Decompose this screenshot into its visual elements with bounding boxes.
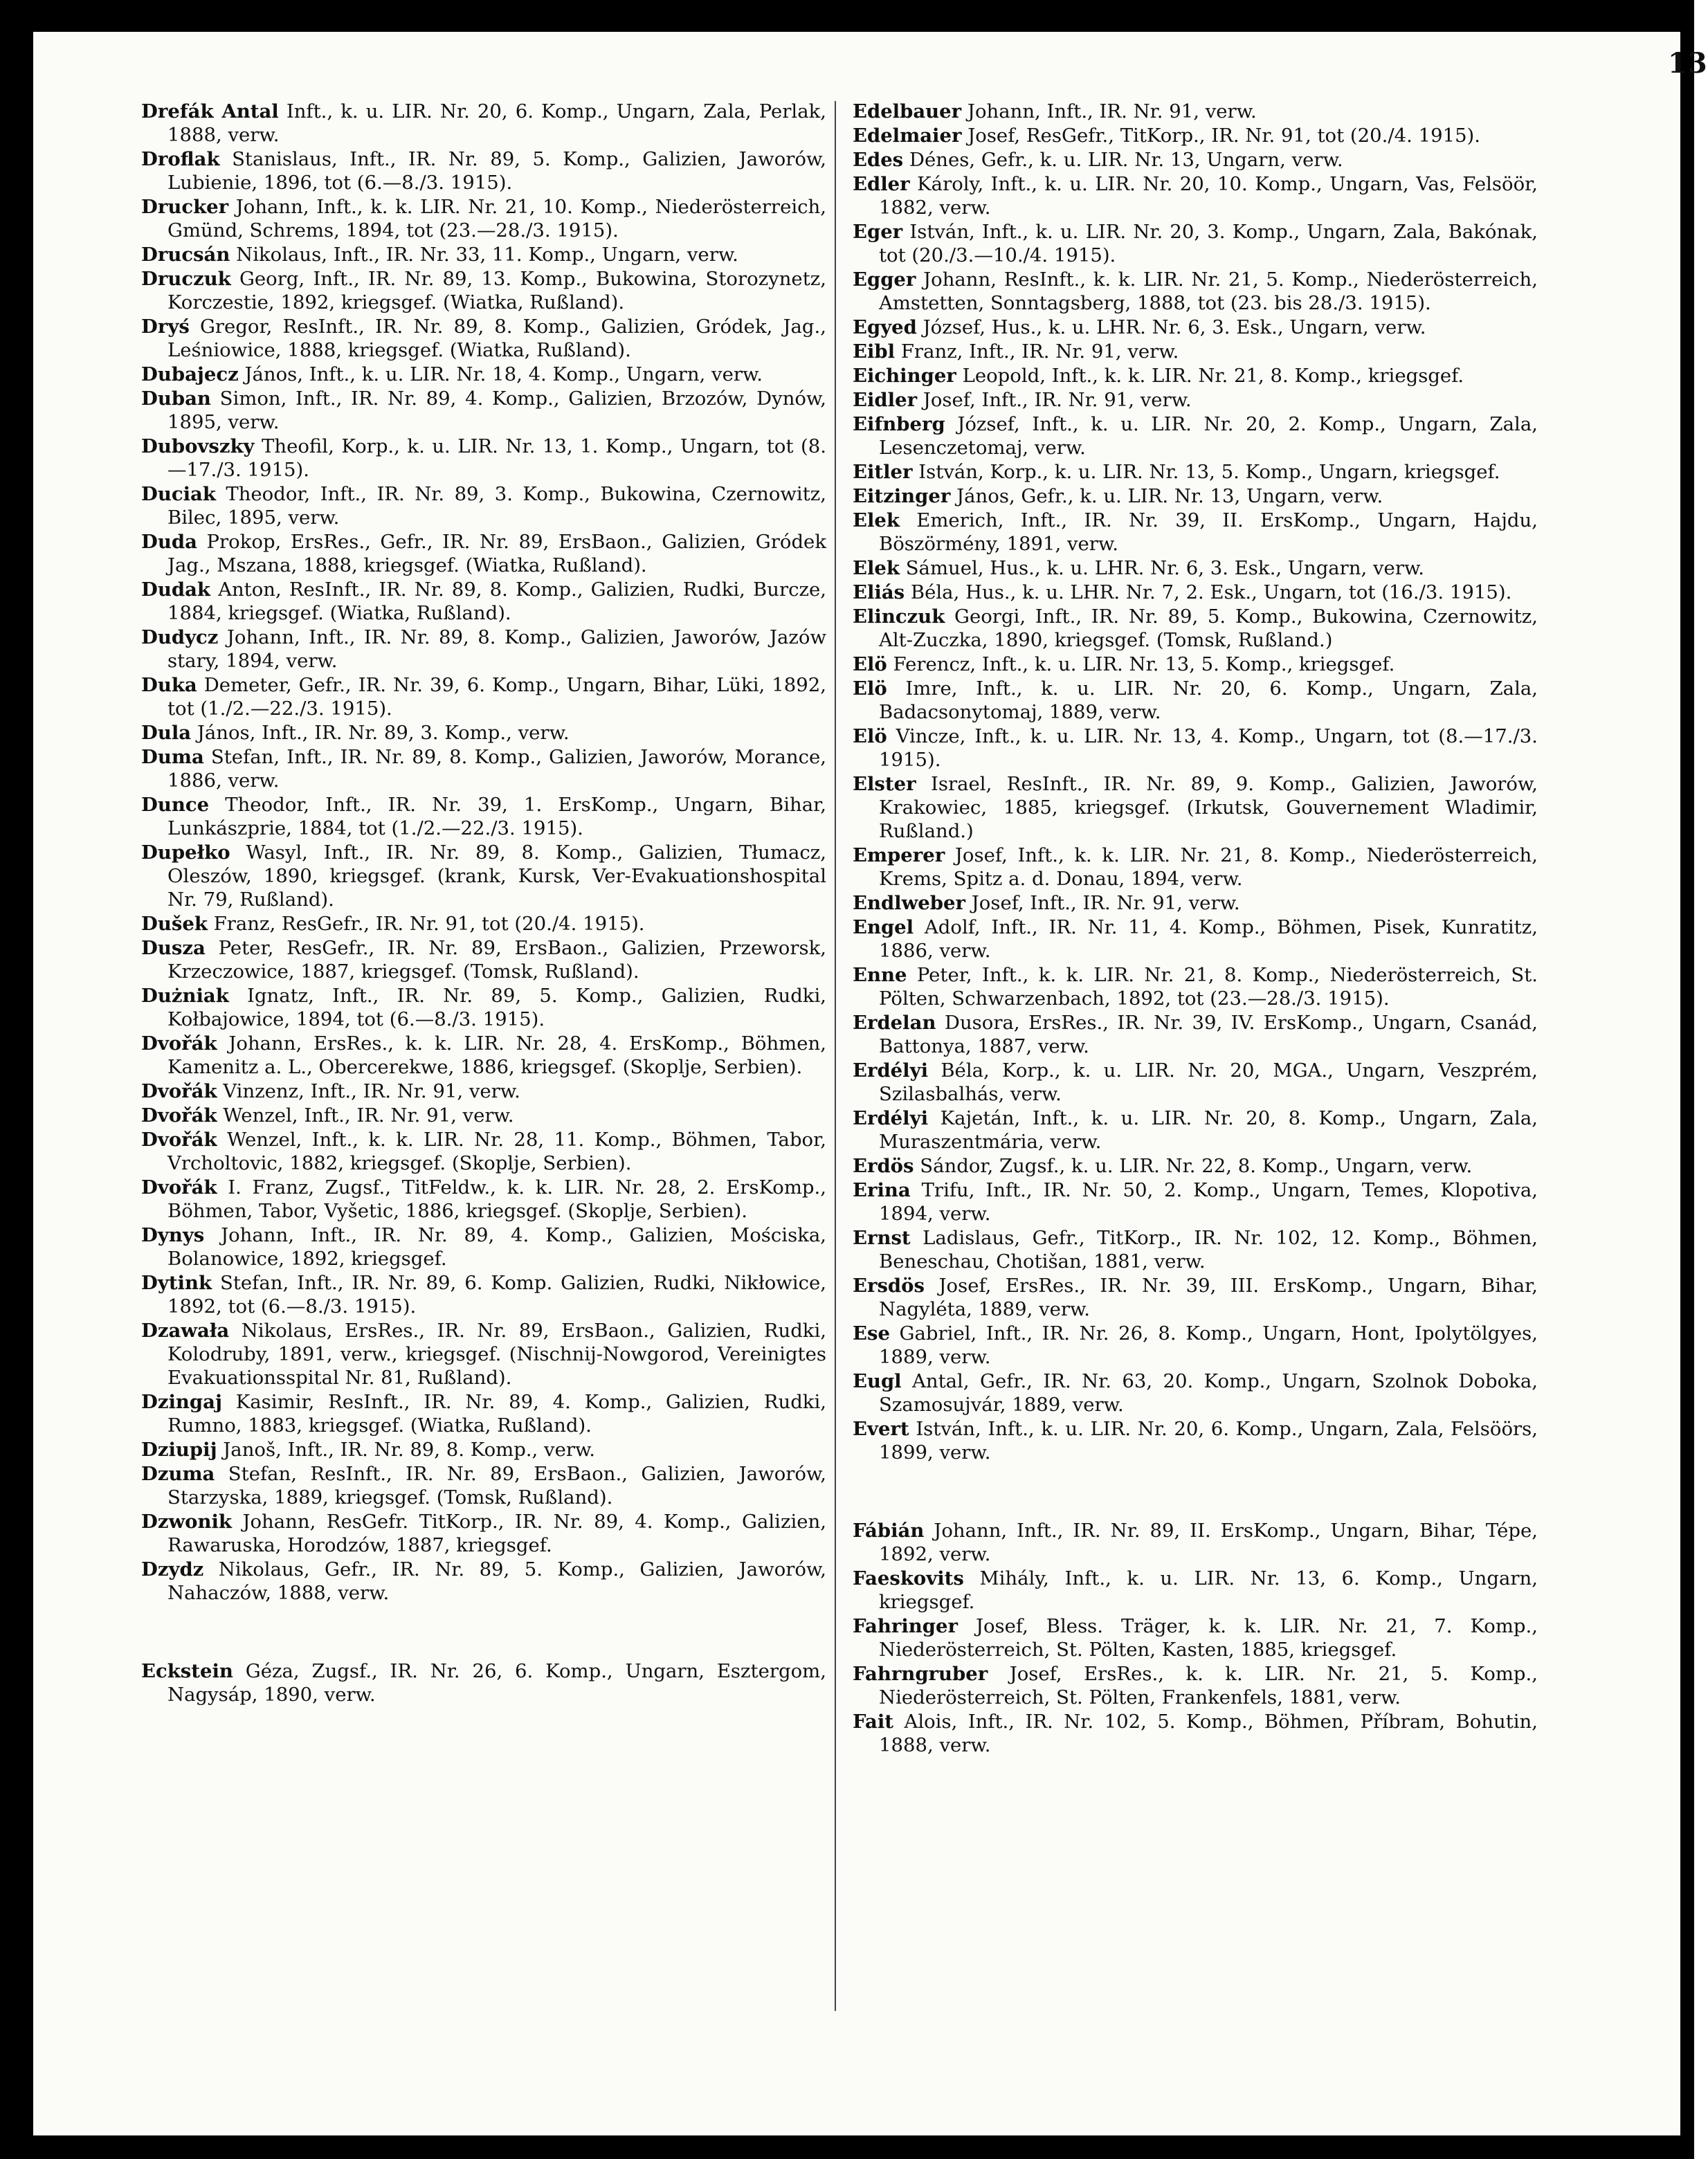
casualty-entry — [853, 1154, 1538, 1178]
casualty-entry — [141, 1438, 826, 1461]
entry-details: Wenzel, Inft., IR. Nr. 91, verw. — [223, 1104, 514, 1127]
casualty-entry — [141, 793, 826, 840]
casualty-entry — [141, 1271, 826, 1318]
casualty-entry — [853, 677, 1538, 724]
casualty-entry — [853, 148, 1538, 172]
entry-surname: Eidler — [853, 389, 918, 411]
entry-details: Károly, Inft., k. u. LIR. Nr. 20, 10. Komp., Ungarn, Vas, Felsöör, 1882, verw. — [879, 173, 1538, 219]
entry-details: Emerich, Inft., IR. Nr. 39, II. ErsKomp., Ungarn, Hajdu, Böszörmény, 1891, verw. — [879, 509, 1538, 555]
entry-surname: Fahringer — [853, 1615, 958, 1637]
entry-surname: Egyed — [853, 316, 917, 338]
scan-border-right — [1680, 0, 1694, 2159]
entry-details: János, Inft., k. u. LIR. Nr. 18, 4. Komp., Ungarn, verw. — [244, 363, 763, 385]
entry-surname: Erina — [853, 1179, 911, 1201]
entry-details: János, Gefr., k. u. LIR. Nr. 13, Ungarn, verw. — [956, 485, 1383, 507]
entry-details: Trifu, Inft., IR. Nr. 50, 2. Komp., Ungarn, Temes, Klopotiva, 1894, verw. — [879, 1179, 1538, 1225]
casualty-entry — [141, 1128, 826, 1175]
entry-surname: Elö — [853, 653, 887, 675]
entry-details: Josef, Inft., IR. Nr. 91, verw. — [971, 892, 1240, 914]
entry-details: Josef, Inft., k. k. LIR. Nr. 21, 8. Komp., Niederösterreich, Krems, Spitz a. d. Donau, 1894, verw. — [879, 844, 1538, 890]
entry-details: József, Inft., k. u. LIR. Nr. 20, 2. Komp., Ungarn, Zala, Lesenczetomaj, verw. — [879, 413, 1538, 459]
entry-surname: Eliás — [853, 581, 905, 603]
entry-surname: Engel — [853, 916, 914, 938]
entry-surname: Fahrngruber — [853, 1663, 988, 1685]
casualty-entry — [853, 460, 1538, 484]
entry-details: János, Inft., IR. Nr. 89, 3. Komp., verw. — [197, 722, 570, 744]
entry-surname: Elinczuk — [853, 605, 945, 628]
entry-details: Peter, ResGefr., IR. Nr. 89, ErsBaon., Galizien, Przeworsk, Krzeczowice, 1887, kriegsgef. (Tomsk, Rußland). — [167, 937, 826, 983]
entry-surname: Erdös — [853, 1155, 914, 1177]
casualty-entry — [853, 1322, 1538, 1369]
entry-surname: Faeskovits — [853, 1567, 964, 1589]
entry-details: Ladislaus, Gefr., TitKorp., IR. Nr. 102, 12. Komp., Böhmen, Beneschau, Chotišan, 1881, verw. — [879, 1227, 1538, 1273]
entry-surname: Dytink — [141, 1272, 212, 1294]
entry-surname: Dvořák — [141, 1176, 217, 1199]
casualty-entry — [853, 556, 1538, 580]
casualty-entry — [853, 915, 1538, 963]
casualty-entry — [853, 844, 1538, 891]
scan-border-top — [0, 0, 1694, 32]
entry-surname: Dynys — [141, 1224, 205, 1246]
entry-details: I. Franz, Zugsf., TitFeldw., k. k. LIR. Nr. 28, 2. ErsKomp., Böhmen, Tabor, Vyšetic, 1886, kriegsgef. (Skoplje, Serbien). — [167, 1176, 826, 1222]
entry-details: Nikolaus, Inft., IR. Nr. 33, 11. Komp., Ungarn, verw. — [236, 244, 738, 266]
entry-surname: Eugl — [853, 1370, 902, 1392]
entry-surname: Eckstein — [141, 1660, 233, 1682]
entry-details: Dusora, ErsRes., IR. Nr. 39, IV. ErsKomp., Ungarn, Csanád, Battonya, 1887, verw. — [879, 1012, 1538, 1057]
entry-details: Theodor, Inft., IR. Nr. 39, 1. ErsKomp., Ungarn, Bihar, Lunkászprie, 1884, tot (1./2.—22./3. 1915). — [167, 794, 826, 839]
casualty-entry — [141, 841, 826, 911]
entry-details: Béla, Korp., k. u. LIR. Nr. 20, MGA., Ungarn, Veszprém, Szilasbalhás, verw. — [879, 1059, 1538, 1105]
casualty-entry — [141, 912, 826, 936]
casualty-entry — [141, 147, 826, 194]
casualty-entry — [141, 387, 826, 434]
casualty-entry — [853, 340, 1538, 363]
casualty-entry — [853, 1710, 1538, 1757]
entry-details: Johann, Inft., IR. Nr. 91, verw. — [967, 100, 1257, 122]
casualty-entry — [141, 1080, 826, 1103]
entry-details: István, Inft., k. u. LIR. Nr. 20, 3. Komp., Ungarn, Zala, Bakónak, tot (20./3.—10./4. 1915). — [879, 221, 1538, 266]
entry-details: Ignatz, Inft., IR. Nr. 89, 5. Komp., Galizien, Rudki, Kołbajowice, 1894, tot (6.—8./3. 1915). — [167, 985, 826, 1030]
entry-surname: Dzydz — [141, 1558, 204, 1580]
entry-details: Gabriel, Inft., IR. Nr. 26, 8. Komp., Ungarn, Hont, Ipolytölgyes, 1889, verw. — [879, 1322, 1538, 1368]
casualty-entry — [141, 243, 826, 266]
casualty-entry — [141, 1319, 826, 1390]
casualty-entry — [141, 315, 826, 362]
casualty-entry — [141, 984, 826, 1031]
casualty-entry — [853, 581, 1538, 604]
casualty-entry — [141, 1510, 826, 1557]
entry-details: Mihály, Inft., k. u. LIR. Nr. 13, 6. Komp., Ungarn, kriegsgef. — [879, 1567, 1538, 1613]
entry-surname: Dzuma — [141, 1463, 215, 1485]
entry-surname: Enne — [853, 964, 907, 986]
entry-surname: Elö — [853, 677, 887, 700]
casualty-entry — [141, 100, 826, 147]
entry-surname: Elö — [853, 725, 887, 747]
entry-surname: Dvořák — [141, 1032, 217, 1055]
entry-surname: Dudycz — [141, 626, 219, 648]
entry-surname: Dusza — [141, 937, 206, 959]
entry-details: Alois, Inft., IR. Nr. 102, 5. Komp., Böhmen, Příbram, Bohutin, 1888, verw. — [879, 1711, 1538, 1756]
entry-details: Kajetán, Inft., k. u. LIR. Nr. 20, 8. Komp., Ungarn, Zala, Muraszentmária, verw. — [879, 1107, 1538, 1153]
entry-details: Johann, ErsRes., k. k. LIR. Nr. 28, 4. ErsKomp., Böhmen, Kamenitz a. L., Obercerekwe, 1886, kriegsgef. (Skoplje, Serbien). — [167, 1032, 826, 1078]
casualty-entry — [141, 578, 826, 625]
entry-details: Inft., k. u. LIR. Nr. 20, 6. Komp., Ungarn, Zala, Perlak, 1888, verw. — [167, 100, 826, 146]
entry-details: István, Korp., k. u. LIR. Nr. 13, 5. Komp., Ungarn, kriegsgef. — [918, 461, 1500, 483]
entry-details: Kasimir, ResInft., IR. Nr. 89, 4. Komp., Galizien, Rudki, Rumno, 1883, kriegsgef. (Wiatka, Rußland). — [167, 1391, 826, 1437]
entry-details: Béla, Hus., k. u. LHR. Nr. 7, 2. Esk., Ungarn, tot (16./3. 1915). — [910, 581, 1512, 603]
casualty-entry — [853, 509, 1538, 556]
casualty-entry — [853, 124, 1538, 147]
entry-surname: Fábián — [853, 1520, 925, 1542]
casualty-entry — [853, 220, 1538, 267]
entry-details: Imre, Inft., k. u. LIR. Nr. 20, 6. Komp., Ungarn, Zala, Badacsonytomaj, 1889, verw. — [879, 677, 1538, 723]
casualty-entry — [853, 484, 1538, 508]
right-column — [853, 100, 1538, 1758]
casualty-entry — [141, 482, 826, 529]
casualty-entry — [853, 605, 1538, 652]
entry-surname: Ersdös — [853, 1275, 925, 1297]
entry-surname: Dzawała — [141, 1320, 230, 1342]
entry-details: Stefan, Inft., IR. Nr. 89, 8. Komp., Galizien, Jaworów, Morance, 1886, verw. — [167, 746, 827, 792]
entry-surname: Dupełko — [141, 841, 230, 864]
entry-surname: Eifnberg — [853, 413, 945, 435]
entry-details: Wenzel, Inft., k. k. LIR. Nr. 28, 11. Komp., Böhmen, Tabor, Vrcholtovic, 1882, kriegsgef. (Skoplje, Serbien). — [167, 1129, 826, 1174]
casualty-entry — [853, 1369, 1538, 1416]
entry-surname: Drefák Antal — [141, 100, 279, 122]
entry-surname: Eitler — [853, 461, 913, 483]
scan-border-left — [0, 0, 33, 2159]
casualty-entry — [853, 1106, 1538, 1154]
entry-surname: Dušek — [141, 913, 208, 935]
entry-details: Peter, Inft., k. k. LIR. Nr. 21, 8. Komp., Niederösterreich, St. Pölten, Schwarzenbach, 1892, tot (23.—28./3. 1915). — [879, 964, 1538, 1010]
entry-details: Stefan, ResInft., IR. Nr. 89, ErsBaon., Galizien, Jaworów, Starzyska, 1889, kriegsgef. (Tomsk, Rußland). — [167, 1463, 826, 1509]
casualty-entry — [141, 1176, 826, 1223]
casualty-entry — [853, 772, 1538, 843]
casualty-entry — [141, 721, 826, 745]
entry-surname: Dvořák — [141, 1104, 217, 1127]
entry-details: Franz, Inft., IR. Nr. 91, verw. — [900, 340, 1179, 363]
casualty-entry — [853, 388, 1538, 412]
entry-details: Dénes, Gefr., k. u. LIR. Nr. 13, Ungarn, verw. — [909, 149, 1343, 171]
entry-surname: Dvořák — [141, 1129, 217, 1151]
casualty-entry — [853, 1178, 1538, 1226]
entry-surname: Eitzinger — [853, 485, 951, 507]
entry-surname: Eger — [853, 221, 903, 243]
document-page — [33, 32, 1708, 2135]
casualty-entry — [853, 1274, 1538, 1321]
entry-details: Israel, ResInft., IR. Nr. 89, 9. Komp., Galizien, Jaworów, Krakowiec, 1885, kriegsgef. (Irkutsk, Gouvernement Wladimir, Rußland.) — [879, 773, 1538, 842]
entry-details: Theofil, Korp., k. u. LIR. Nr. 13, 1. Komp., Ungarn, tot (8.—17./3. 1915). — [167, 435, 826, 481]
casualty-entry — [141, 1390, 826, 1437]
casualty-entry — [141, 1558, 826, 1605]
entry-details: Leopold, Inft., k. k. LIR. Nr. 21, 8. Komp., kriegsgef. — [962, 365, 1464, 387]
entry-surname: Dunce — [141, 794, 210, 816]
entry-details: Nikolaus, Gefr., IR. Nr. 89, 5. Komp., Galizien, Jaworów, Nahaczów, 1888, verw. — [167, 1558, 826, 1604]
entry-surname: Edes — [853, 149, 904, 171]
entry-surname: Dudak — [141, 579, 210, 601]
entry-surname: Dziupij — [141, 1439, 217, 1461]
entry-details: Simon, Inft., IR. Nr. 89, 4. Komp., Galizien, Brzozów, Dynów, 1895, verw. — [167, 388, 826, 433]
entry-surname: Ese — [853, 1322, 890, 1345]
casualty-entry — [141, 626, 826, 673]
entry-details: Georgi, Inft., IR. Nr. 89, 5. Komp., Bukowina, Czernowitz, Alt-Zuczka, 1890, kriegsgef. (Tomsk, Rußland.) — [879, 605, 1538, 651]
casualty-entry — [853, 100, 1538, 123]
casualty-entry — [853, 1519, 1538, 1566]
letter-section-gap — [853, 1465, 1538, 1519]
entry-details: Josef, ErsRes., k. k. LIR. Nr. 21, 5. Komp., Niederösterreich, St. Pölten, Frankenfels, 1881, verw. — [879, 1663, 1538, 1709]
casualty-entry — [853, 412, 1538, 459]
entry-surname: Duka — [141, 674, 197, 696]
entry-surname: Eibl — [853, 340, 896, 363]
casualty-entry — [853, 1662, 1538, 1709]
casualty-entry — [141, 267, 826, 314]
casualty-entry — [141, 1032, 826, 1079]
casualty-entry — [853, 1417, 1538, 1464]
entry-details: Georg, Inft., IR. Nr. 89, 13. Komp., Bukowina, Storozynetz, Korczestie, 1892, kriegsgef. (Wiatka, Rußland). — [167, 268, 826, 313]
left-column — [141, 100, 826, 1707]
casualty-entry — [853, 268, 1538, 315]
entry-surname: Droflak — [141, 148, 220, 170]
entry-details: Josef, Inft., IR. Nr. 91, verw. — [923, 389, 1192, 411]
entry-surname: Duma — [141, 746, 204, 768]
casualty-entry — [853, 1011, 1538, 1058]
entry-details: Ferencz, Inft., k. u. LIR. Nr. 13, 5. Komp., kriegsgef. — [893, 653, 1395, 675]
entry-surname: Elek — [853, 509, 900, 531]
entry-details: Wasyl, Inft., IR. Nr. 89, 8. Komp., Galizien, Tłumacz, Oleszów, 1890, kriegsgef. (krank, Kursk, Ver-Evakuationshospital Nr. 79, Rußland). — [167, 841, 826, 911]
entry-details: Prokop, ErsRes., Gefr., IR. Nr. 89, ErsBaon., Galizien, Gródek Jag., Mszana, 1888, kriegsgef. (Wiatka, Rußland). — [167, 531, 826, 576]
casualty-entry — [853, 1059, 1538, 1106]
entry-details: József, Hus., k. u. LHR. Nr. 6, 3. Esk., Ungarn, verw. — [923, 316, 1426, 338]
casualty-entry — [853, 364, 1538, 388]
entry-details: Franz, ResGefr., IR. Nr. 91, tot (20./4. 1915). — [213, 913, 645, 935]
casualty-entry — [141, 673, 826, 720]
entry-details: Géza, Zugsf., IR. Nr. 26, 6. Komp., Ungarn, Esztergom, Nagysáp, 1890, verw. — [167, 1660, 826, 1706]
column-divider — [835, 101, 836, 2011]
casualty-entry — [141, 435, 826, 482]
casualty-entry — [853, 891, 1538, 915]
casualty-entry — [853, 963, 1538, 1010]
entry-surname: Edelmaier — [853, 125, 962, 147]
casualty-entry — [141, 1462, 826, 1509]
entry-details: István, Inft., k. u. LIR. Nr. 20, 6. Komp., Ungarn, Zala, Felsöörs, 1899, verw. — [879, 1418, 1538, 1464]
casualty-entry — [853, 1226, 1538, 1273]
entry-surname: Edelbauer — [853, 100, 962, 122]
entry-surname: Dużniak — [141, 985, 229, 1007]
entry-surname: Dula — [141, 722, 192, 744]
entry-details: Stanislaus, Inft., IR. Nr. 89, 5. Komp., Galizien, Jaworów, Lubienie, 1896, tot (6.—8./3. 1915). — [167, 148, 826, 194]
casualty-entry — [853, 1614, 1538, 1661]
entry-surname: Eichinger — [853, 365, 956, 387]
entry-details: Nikolaus, ErsRes., IR. Nr. 89, ErsBaon., Galizien, Rudki, Kolodruby, 1891, verw., kriegsgef. (Nischnij-Nowgorod, Vereinigtes Evakuationsspital Nr. 81, Rußland). — [167, 1320, 826, 1389]
entry-details: Johann, Inft., IR. Nr. 89, II. ErsKomp., Ungarn, Bihar, Tépe, 1892, verw. — [879, 1520, 1538, 1565]
entry-details: Adolf, Inft., IR. Nr. 11, 4. Komp., Böhmen, Pisek, Kunratitz, 1886, verw. — [879, 916, 1538, 962]
entry-details: Anton, ResInft., IR. Nr. 89, 8. Komp., Galizien, Rudki, Burcze, 1884, kriegsgef. (Wiatka, Rußland). — [167, 579, 827, 624]
entry-surname: Ernst — [853, 1227, 911, 1249]
entry-surname: Erdélyi — [853, 1107, 929, 1129]
entry-surname: Drucker — [141, 196, 229, 218]
entry-details: Josef, ErsRes., IR. Nr. 39, III. ErsKomp., Ungarn, Bihar, Nagyléta, 1889, verw. — [879, 1275, 1538, 1320]
entry-details: Johann, ResGefr. TitKorp., IR. Nr. 89, 4. Komp., Galizien, Rawaruska, Horodzów, 1887, kriegsgef. — [167, 1511, 826, 1556]
scan-border-bottom — [0, 2135, 1694, 2159]
entry-details: Antal, Gefr., IR. Nr. 63, 20. Komp., Ungarn, Szolnok Doboka, Szamosujvár, 1889, verw. — [879, 1370, 1538, 1416]
page-number: 13 — [1668, 47, 1708, 80]
entry-surname: Duciak — [141, 483, 216, 505]
casualty-entry — [141, 745, 826, 792]
entry-surname: Evert — [853, 1418, 909, 1440]
entry-details: Stefan, Inft., IR. Nr. 89, 6. Komp. Galizien, Rudki, Nikłowice, 1892, tot (6.—8./3. 1915). — [167, 1272, 827, 1318]
entry-surname: Elster — [853, 773, 916, 795]
entry-surname: Dvořák — [141, 1080, 217, 1102]
entry-surname: Druczuk — [141, 268, 231, 290]
entry-surname: Drucsán — [141, 244, 230, 266]
casualty-entry — [853, 653, 1538, 676]
entry-details: Johann, Inft., k. k. LIR. Nr. 21, 10. Komp., Niederösterreich, Gmünd, Schrems, 1894, tot (23.—28./3. 1915). — [167, 196, 826, 242]
entry-details: Janoš, Inft., IR. Nr. 89, 8. Komp., verw. — [223, 1439, 596, 1461]
entry-surname: Dryś — [141, 316, 190, 338]
entry-details: Vincze, Inft., k. u. LIR. Nr. 13, 4. Komp., Ungarn, tot (8.—17./3. 1915). — [879, 725, 1538, 771]
casualty-entry — [141, 1223, 826, 1270]
entry-details: Johann, Inft., IR. Nr. 89, 8. Komp., Galizien, Jaworów, Jazów stary, 1894, verw. — [167, 626, 826, 672]
entry-surname: Elek — [853, 557, 900, 579]
casualty-entry — [853, 316, 1538, 339]
entry-surname: Erdélyi — [853, 1059, 929, 1082]
entry-surname: Emperer — [853, 844, 945, 866]
casualty-entry — [141, 936, 826, 983]
entry-details: Vinzenz, Inft., IR. Nr. 91, verw. — [223, 1080, 520, 1102]
casualty-entry — [141, 1104, 826, 1127]
entry-details: Gregor, ResInft., IR. Nr. 89, 8. Komp., Galizien, Gródek, Jag., Leśniowice, 1888, kriegsgef. (Wiatka, Rußland). — [167, 316, 826, 361]
entry-surname: Duda — [141, 531, 197, 553]
casualty-entry — [141, 530, 826, 577]
letter-section-gap — [141, 1605, 826, 1659]
entry-details: Sándor, Zugsf., k. u. LIR. Nr. 22, 8. Komp., Ungarn, verw. — [920, 1155, 1473, 1177]
entry-surname: Duban — [141, 388, 211, 410]
entry-surname: Fait — [853, 1711, 893, 1733]
entry-surname: Dzwonik — [141, 1511, 232, 1533]
entry-surname: Edler — [853, 173, 910, 195]
entry-details: Josef, Bless. Träger, k. k. LIR. Nr. 21, 7. Komp., Niederösterreich, St. Pölten, Kasten, 1885, kriegsgef. — [879, 1615, 1538, 1661]
casualty-entry — [141, 195, 826, 242]
entry-surname: Erdelan — [853, 1012, 936, 1034]
casualty-entry — [853, 172, 1538, 219]
entry-surname: Dubajecz — [141, 363, 239, 385]
entry-details: Demeter, Gefr., IR. Nr. 39, 6. Komp., Ungarn, Bihar, Lüki, 1892, tot (1./2.—22./3. 1915). — [167, 674, 826, 720]
entry-surname: Dubovszky — [141, 435, 255, 457]
entry-details: Sámuel, Hus., k. u. LHR. Nr. 6, 3. Esk., Ungarn, verw. — [905, 557, 1424, 579]
entry-details: Theodor, Inft., IR. Nr. 89, 3. Komp., Bukowina, Czernowitz, Bilec, 1895, verw. — [167, 483, 826, 529]
entry-details: Josef, ResGefr., TitKorp., IR. Nr. 91, tot (20./4. 1915). — [967, 125, 1481, 147]
casualty-entry — [853, 725, 1538, 772]
casualty-entry — [853, 1567, 1538, 1614]
entry-details: Johann, ResInft., k. k. LIR. Nr. 21, 5. Komp., Niederösterreich, Amstetten, Sonntagsberg, 1888, tot (23. bis 28./3. 1915). — [879, 268, 1538, 314]
entry-surname: Egger — [853, 268, 916, 291]
casualty-entry — [141, 363, 826, 386]
entry-surname: Endlweber — [853, 892, 966, 914]
casualty-entry — [141, 1659, 826, 1706]
entry-surname: Dzingaj — [141, 1391, 222, 1413]
entry-details: Johann, Inft., IR. Nr. 89, 4. Komp., Galizien, Mościska, Bolanowice, 1892, kriegsgef. — [167, 1224, 826, 1270]
